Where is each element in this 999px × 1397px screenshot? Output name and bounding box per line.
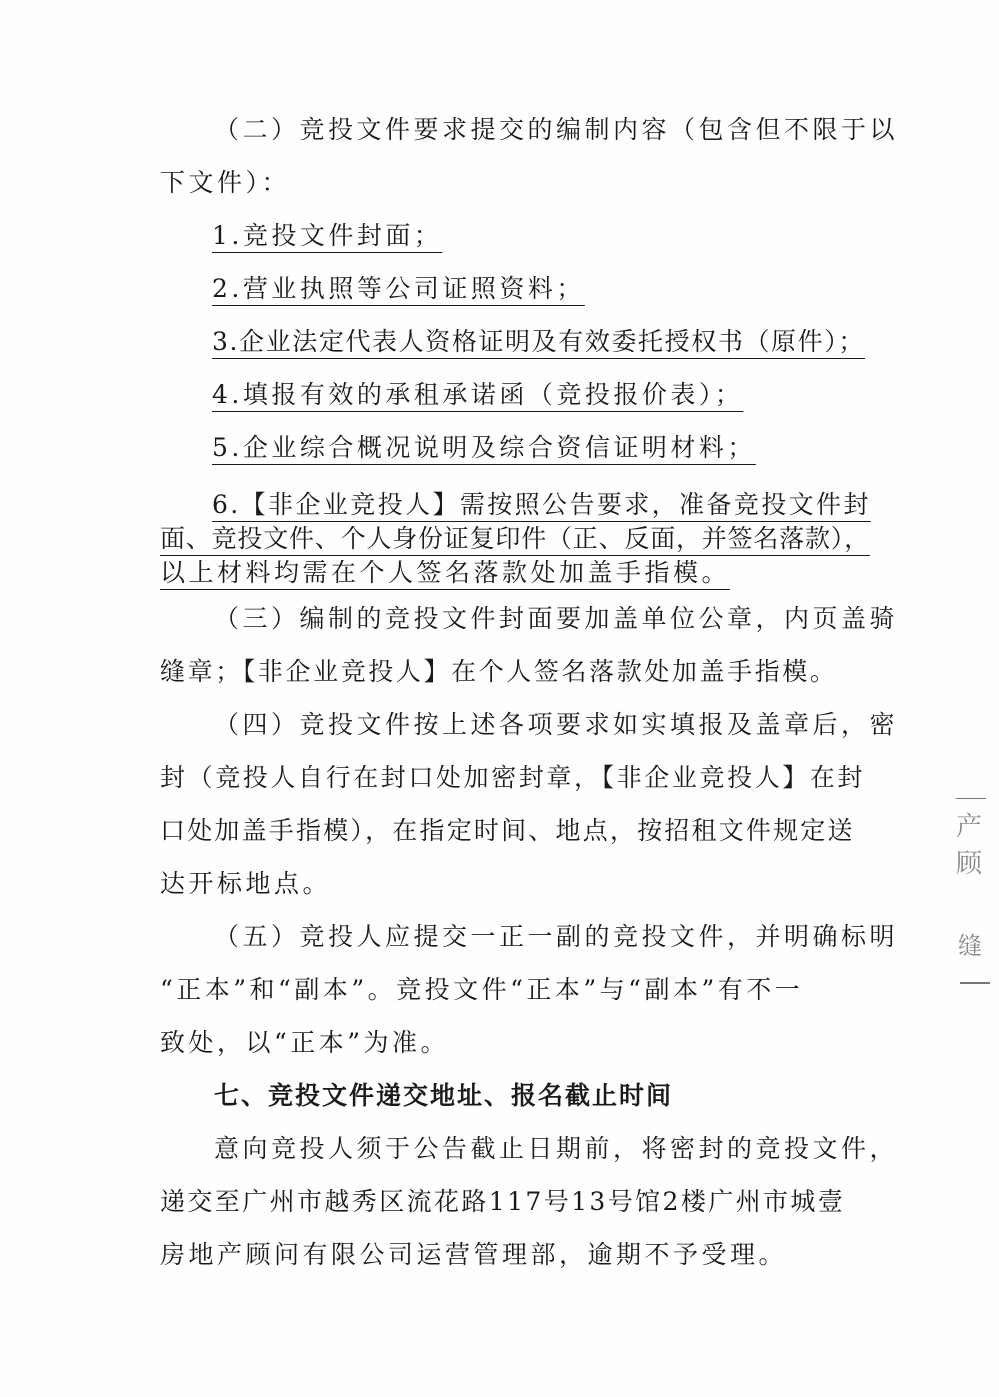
list-item: 5.企业综合概况说明及综合资信证明材料； xyxy=(212,433,756,462)
section3-line1: （三）编制的竞投文件封面要加盖单位公章，内页盖骑 xyxy=(214,604,899,633)
list-item: 3.企业法定代表人资格证明及有效委托授权书（原件）； xyxy=(212,327,865,356)
section5-line3: 致处，以“正本”为准。 xyxy=(160,1028,450,1057)
section5-line2: “正本”和“副本”。竞投文件“正本”与“副本”有不一 xyxy=(160,975,804,1004)
section7-line2: 递交至广州市越秀区流花路117号13号馆2楼广州市城壹 xyxy=(160,1187,846,1216)
seal-edge-bottom xyxy=(960,982,990,984)
section4-line4: 达开标地点。 xyxy=(160,869,332,898)
section4-line3: 口处加盖手指模），在指定时间、地点，按招租文件规定送 xyxy=(160,816,855,845)
item6-line3: 以上材料均需在个人签名落款处加盖手指模。 xyxy=(160,558,731,587)
item6-line2: 面、竞投文件、个人身份证复印件（正、反面，并签名落款）， xyxy=(160,524,870,553)
list-item: 2.营业执照等公司证照资料； xyxy=(212,274,585,303)
seam-seal xyxy=(952,796,999,996)
section7-heading: 七、竞投文件递交地址、报名截止时间 xyxy=(214,1081,674,1110)
section4-line2: 封（竞投人自行在封口处加密封章，【非企业竞投人】在封 xyxy=(160,763,866,792)
section7-line3: 房地产顾问有限公司运营管理部，逾期不予受理。 xyxy=(160,1240,788,1269)
section3-line2: 缝章；【非企业竞投人】在个人签名落款处加盖手指模。 xyxy=(160,657,838,686)
list-item: 1.竞投文件封面； xyxy=(212,221,443,250)
section2-line2: 下文件）： xyxy=(160,168,291,197)
section5-line1: （五）竞投人应提交一正一副的竞投文件，并明确标明 xyxy=(214,922,899,951)
seal-text-top: 产顾 xyxy=(956,812,983,879)
item6-line1: 6.【非企业竞投人】需按照公告要求，准备竞投文件封 xyxy=(212,490,871,519)
seal-text-bottom: 缝 xyxy=(958,932,982,960)
list-item: 4.填报有效的承租承诺函（竞投报价表）； xyxy=(212,380,744,409)
section2-line1: （二）竞投文件要求提交的编制内容（包含但不限于以 xyxy=(214,115,899,144)
section7-line1: 意向竞投人须于公告截止日期前，将密封的竞投文件， xyxy=(214,1134,899,1163)
section4-line1: （四）竞投文件按上述各项要求如实填报及盖章后，密 xyxy=(214,710,899,739)
seal-edge xyxy=(956,798,986,799)
